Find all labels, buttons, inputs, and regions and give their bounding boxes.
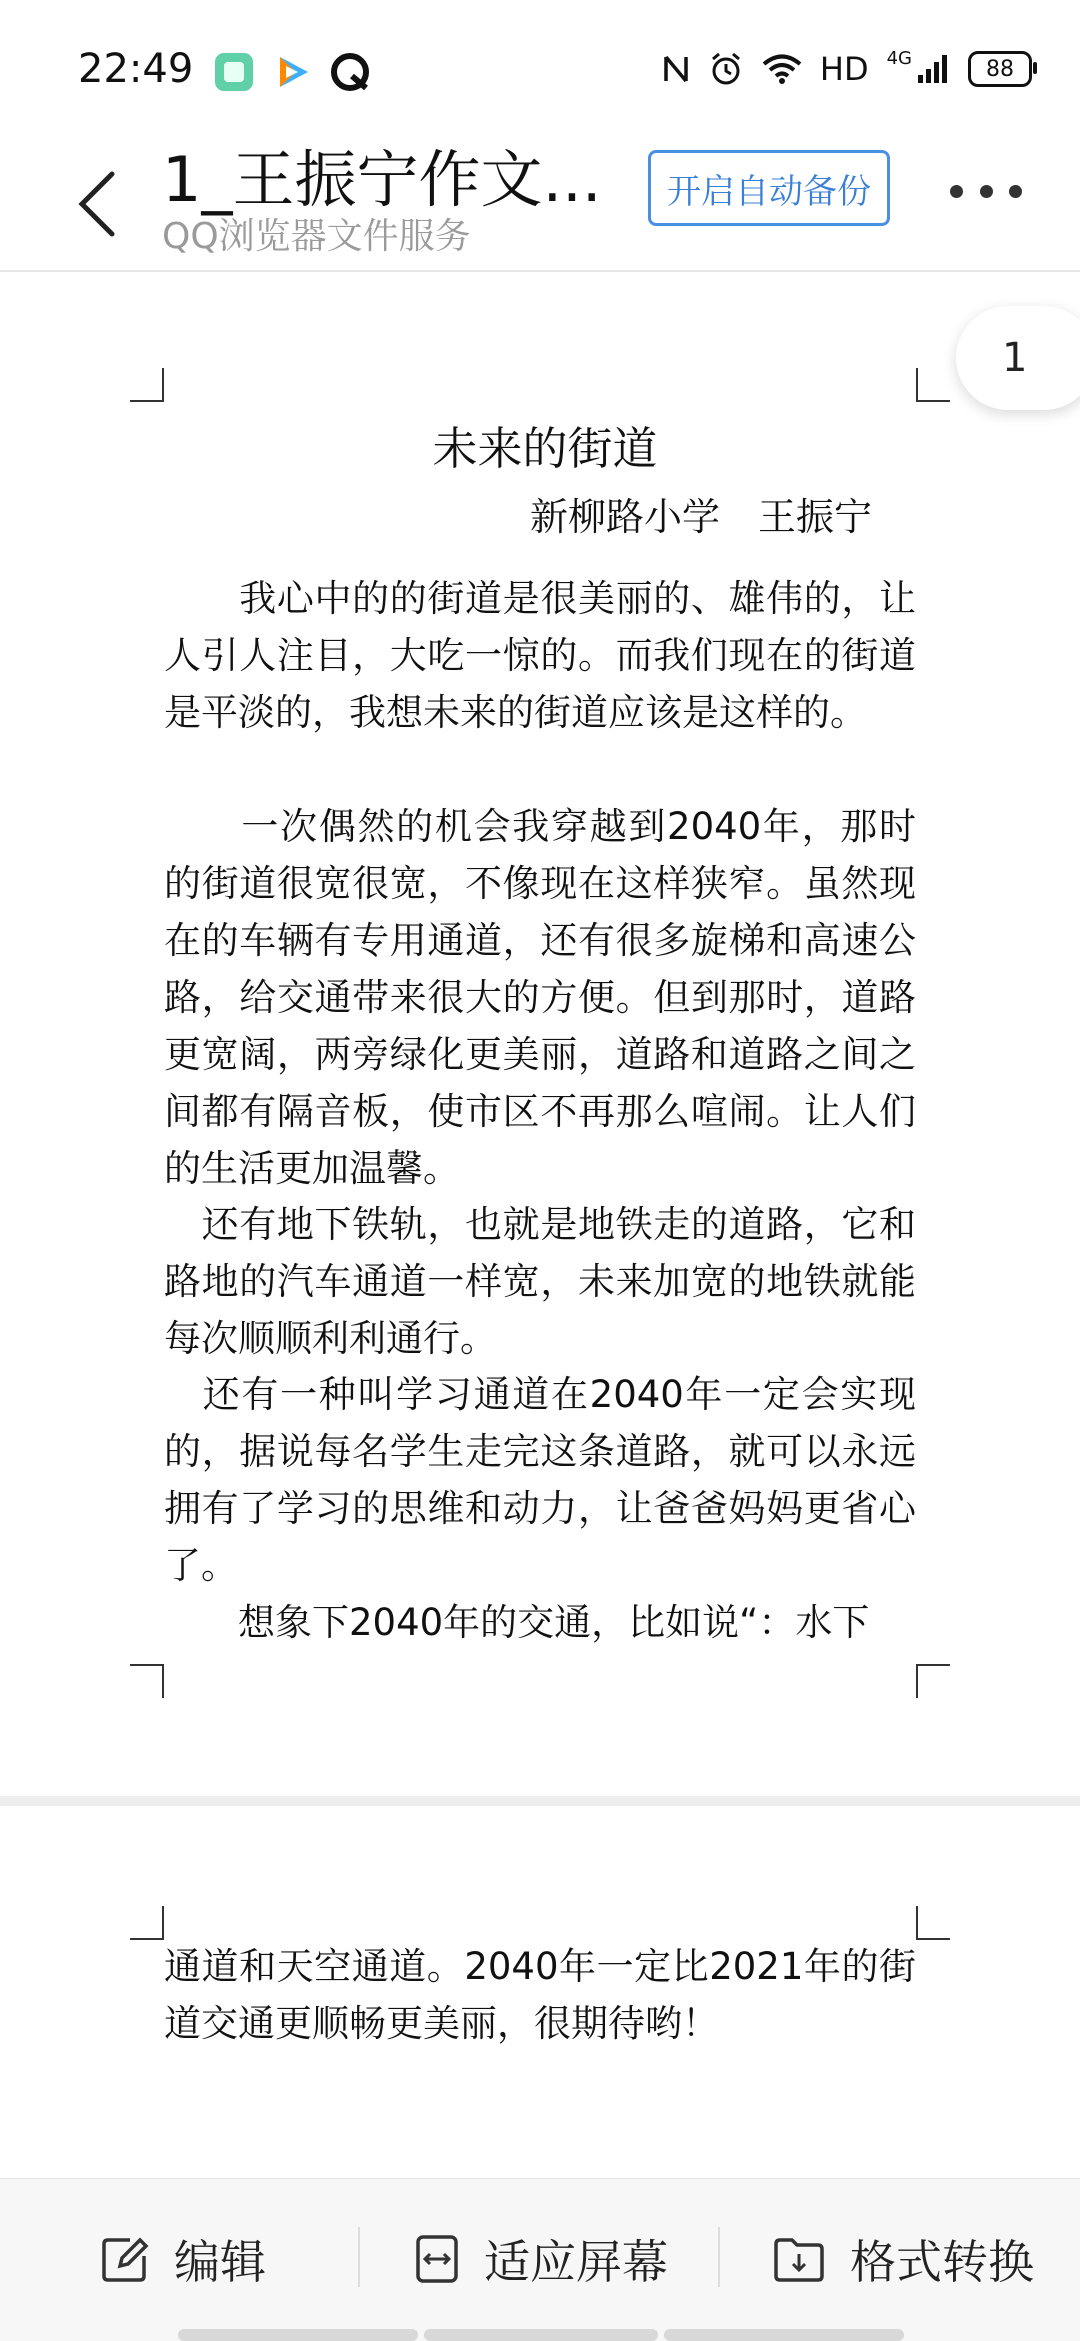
page-number-indicator[interactable]: 1 [956,306,1080,410]
video-app-icon [272,52,312,92]
page-separator [0,1796,1080,1806]
signal-icon [916,53,950,85]
app-icon-1 [214,52,254,92]
fit-screen-icon [414,2233,460,2285]
page-corner-mark [130,368,164,402]
more-options-button[interactable] [950,176,1022,206]
essay-paragraph-page2: 通道和天空通道。2040年一定比2021年的街道交通更顺畅更美丽，很期待哟！ [164,1945,916,2045]
essay-paragraph: 我心中的的街道是很美丽的、雄伟的，让人引人注目，大吃一惊的。而我们现在的街道是平淡的，我想未来的街道应该是这样的。 [164,577,916,734]
gesture-bar-segment [424,2329,658,2341]
edit-button[interactable] [100,2229,266,2289]
fit-screen-button[interactable] [414,2229,668,2289]
app-header [0,130,1080,272]
format-convert-button[interactable] [772,2229,1034,2289]
alarm-icon [708,51,744,87]
essay-paragraph: 想象下2040年的交通，比如说“：水下 [164,1601,870,1644]
format-convert-icon [772,2234,826,2284]
wifi-icon [762,53,802,85]
more-dot-icon [980,185,993,198]
q-app-icon [330,52,370,92]
auto-backup-button[interactable]: 开启自动备份 [648,150,890,226]
page-corner-mark [916,1664,950,1698]
bottom-toolbar [0,2178,1080,2341]
status-bar [0,0,1080,140]
essay-heading: 未来的街道 [432,422,658,475]
cell-type-label: 4G [886,47,912,69]
page-corner-mark [130,1906,164,1940]
document-source: QQ浏览器文件服务 [162,216,471,257]
battery-level: 88 [986,56,1014,82]
edit-label: 编辑 [174,2235,266,2289]
toolbar-divider [358,2227,360,2287]
network-hd-label: HD [819,50,869,88]
essay-paragraph: 还有一种叫学习通道在2040年一定会实现的，据说每名学生走完这条道路，就可以永远拥有了学习的思维和动力，让爸爸妈妈更省心了。 [164,1373,916,1587]
edit-icon [100,2234,150,2284]
page-corner-mark [916,1906,950,1940]
battery-icon [968,51,1032,87]
more-dot-icon [1009,185,1022,198]
gesture-bar-segment [178,2329,418,2341]
essay-paragraph: 还有地下铁轨，也就是地铁走的道路，它和路地的汽车通道一样宽，未来加宽的地铁就能每次顺顺利利通行。 [164,1203,916,1360]
status-time: 22:49 [78,46,194,92]
format-convert-label: 格式转换 [850,2235,1034,2289]
toolbar-divider [718,2227,720,2287]
gesture-bar-segment [664,2329,904,2341]
status-right-group [662,47,1032,88]
essay-author: 新柳路小学 王振宁 [530,495,873,539]
page-corner-mark [916,368,950,402]
document-title: 1_王振宁作文... [162,143,602,216]
nfc-icon [662,53,690,85]
essay-paragraph: 一次偶然的机会我穿越到2040年，那时的街道很宽很宽，不像现在这样狭窄。虽然现在的车辆有专用通道，还有很多旋梯和高速公路，给交通带来很大的方便。但到那时，道路更宽阔，两旁绿化更美丽，道路和道路之间之间都有隔音板，使市区不再那么喧闹。让人们的生活更加温馨。 [164,805,916,1190]
more-dot-icon [950,185,963,198]
page-corner-mark [130,1664,164,1698]
back-button[interactable] [66,152,126,252]
fit-screen-label: 适应屏幕 [484,2235,668,2289]
